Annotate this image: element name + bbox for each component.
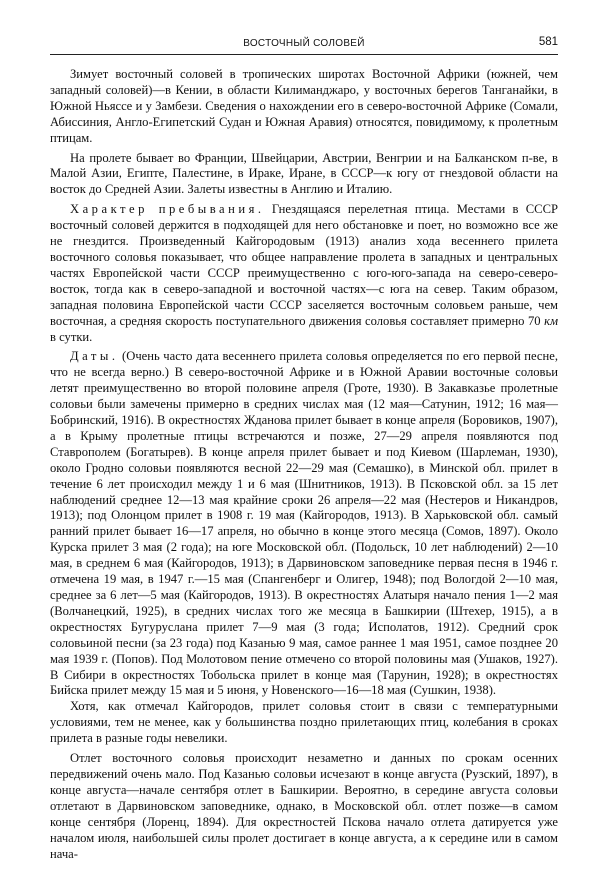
section-label-character: Характер пребывания. bbox=[70, 202, 265, 217]
section-label-dates: Даты. bbox=[70, 349, 119, 364]
body-text bbox=[50, 67, 558, 862]
paragraph-wintering: Зимует восточный соловей в тропических широтах Восточной Африки (южней, чем западный соловей)—в Кении, в области Килиманджаро, у восточных берегов Танганайки, в Южной Ньясcе и у Замбези. Сведения о нахождении его в северо-восточной Африке (Сомали, Абиссиния, Англо-Египетский Судан и Южная Аравия) относятся, повидимому, к пролетным птицам. bbox=[50, 67, 558, 145]
book-page bbox=[50, 34, 558, 862]
paragraph-migration-range: На пролете бывает во Франции, Швейцарии, Австрии, Венгрии и на Балканском п-ве, в Малой Азии, Египте, Палестине, в Ираке, Иране, в СССР—к югу от гнездовой области на восток до Средней Азии. Залеты известны в Англию и Италию. bbox=[50, 150, 558, 197]
page-header bbox=[50, 34, 558, 55]
paragraph-temperature: Хотя, как отмечал Кайгородов, прилет соловья стоит в связи с температурными условиями, тем не менее, как у большинства поздно прилетающих птиц, колебания в сроках прилета в разные годы невелики. bbox=[50, 699, 558, 746]
page-number: 581 bbox=[538, 36, 558, 48]
paragraph-dates-text: (Очень часто дата весеннего прилета соловья определяется по его первой песне, что не всегда верно.) В северо-восточной Африке и в Южной Аравии восточные соловьи летят преимущественно во второй половине апреля (Гроте, 1930). В Закавказье пролетные соловьи были замечены примерно в средних числах мая (12 мая—Сатунин, 1912; 16 мая—Бобринский, 1916). В окрестностях Жданова прилет бывает в конце апреля (Боровиков, 1907), а в Крыму пролетные птицы встречаются и позже, 27—29 апреля появляются под Ставрополем (Богатырев). В конце апреля прилет бывает и под Киевом (Шарлеман, 1930), около Гродно соловьи появляются весной 22—29 мая (Семашко), в Минской обл. прилет в течение 6 лет происходил между 1 и 6 мая (Шнитников, 1913). В Псковской обл. за 15 лет наблюдений среднее 12—13 мая крайние сроки 26 апреля—22 мая (Нестеров и Никандров, 1913); под Олонцом прилет в 1908 г. 19 мая (Кайгородов, 1913). В Харьковской обл. самый ранний прилет бывает 16—17 апреля, но обычно в конце этого месяца (Сомов, 1897). Около Курска прилет 3 мая (2 года); на юге Московской обл. (Подольск, 10 лет наблюдений) 2—10 мая, в среднем 6 мая (Кайгородов, 1913); в Дарвиновском заповеднике первая песня в 1946 г. отмечена 19 мая, в 1947 г.—15 мая (Спангенберг и Олигер, 1948); под Вологдой 2—10 мая, среднее за 6 лет—5 мая (Кайгородов, 1913). В окрестностях Алатыря начало пения 1—2 мая (Волчанецкий, 1925), в средних числах того же месяца в Башкирии (Штехер, 1915), а в окрестностях Бугуруслана прилет 7—9 мая (3 года; Исполатов, 1912). Средний срок соловьиной песни (за 23 года) под Казанью 9 мая, самое раннее 1 мая 1951, самое позднее 20 мая 1939 г. (Попов). Под Молотовом пение отмечено со второй половины мая (Ушаков, 1927). В Сибири в окрестностях Тобольска прилет в конце мая (Тарунин, 1928); в окрестностях Бийска прилет между 15 мая и 5 июня, у Новенского—16—18 мая (Сушкин, 1938). bbox=[50, 349, 558, 698]
running-title: ВОСТОЧНЫЙ СОЛОВЕЙ bbox=[243, 38, 365, 49]
paragraph-character-end: в сутки. bbox=[50, 329, 93, 344]
paragraph-character-text: Гнездящаяся перелетная птица. Местами в СССР восточный соловей держится в подходящей для него обстановке и поет, но возможно все же не гнездится. Произведенный Кайгородовым (1913) анализ хода весеннего прилета восточного соловья показывает, что общее направление пролета в западных и центральных частях Европейской части СССР преимущественно с юго-юго-запада на северо-северо-восток, тогда как в северо-западной и восточной частях—с юга на север. Таким образом, западная половина Европейской части СССР заселяется восточным соловьем раньше, чем восточная, а средняя скорость поступательного движения соловья составляет примерно 70 bbox=[50, 202, 558, 328]
unit-km: км bbox=[544, 313, 558, 328]
paragraph-character-of-stay bbox=[50, 202, 558, 345]
paragraph-departure: Отлет восточного соловья происходит незаметно и данных по срокам осенних передвижений очень мало. Под Казанью соловьи исчезают в конце августа (Рузский, 1897), в конце августа—начале сентября отлет в Башкирии. Вероятно, в середине августа соловьи отлетают в Дарвиновском заповеднике, однако, в Московской обл. отлет позже—в самом конце сентября (Лоренц, 1894). Для окрестностей Пскова начало отлета датируется уже началом июля, наибольшей силы пролет достигает в конце августа, а к середине или в самом нача- bbox=[50, 751, 558, 861]
paragraph-dates bbox=[50, 349, 558, 699]
